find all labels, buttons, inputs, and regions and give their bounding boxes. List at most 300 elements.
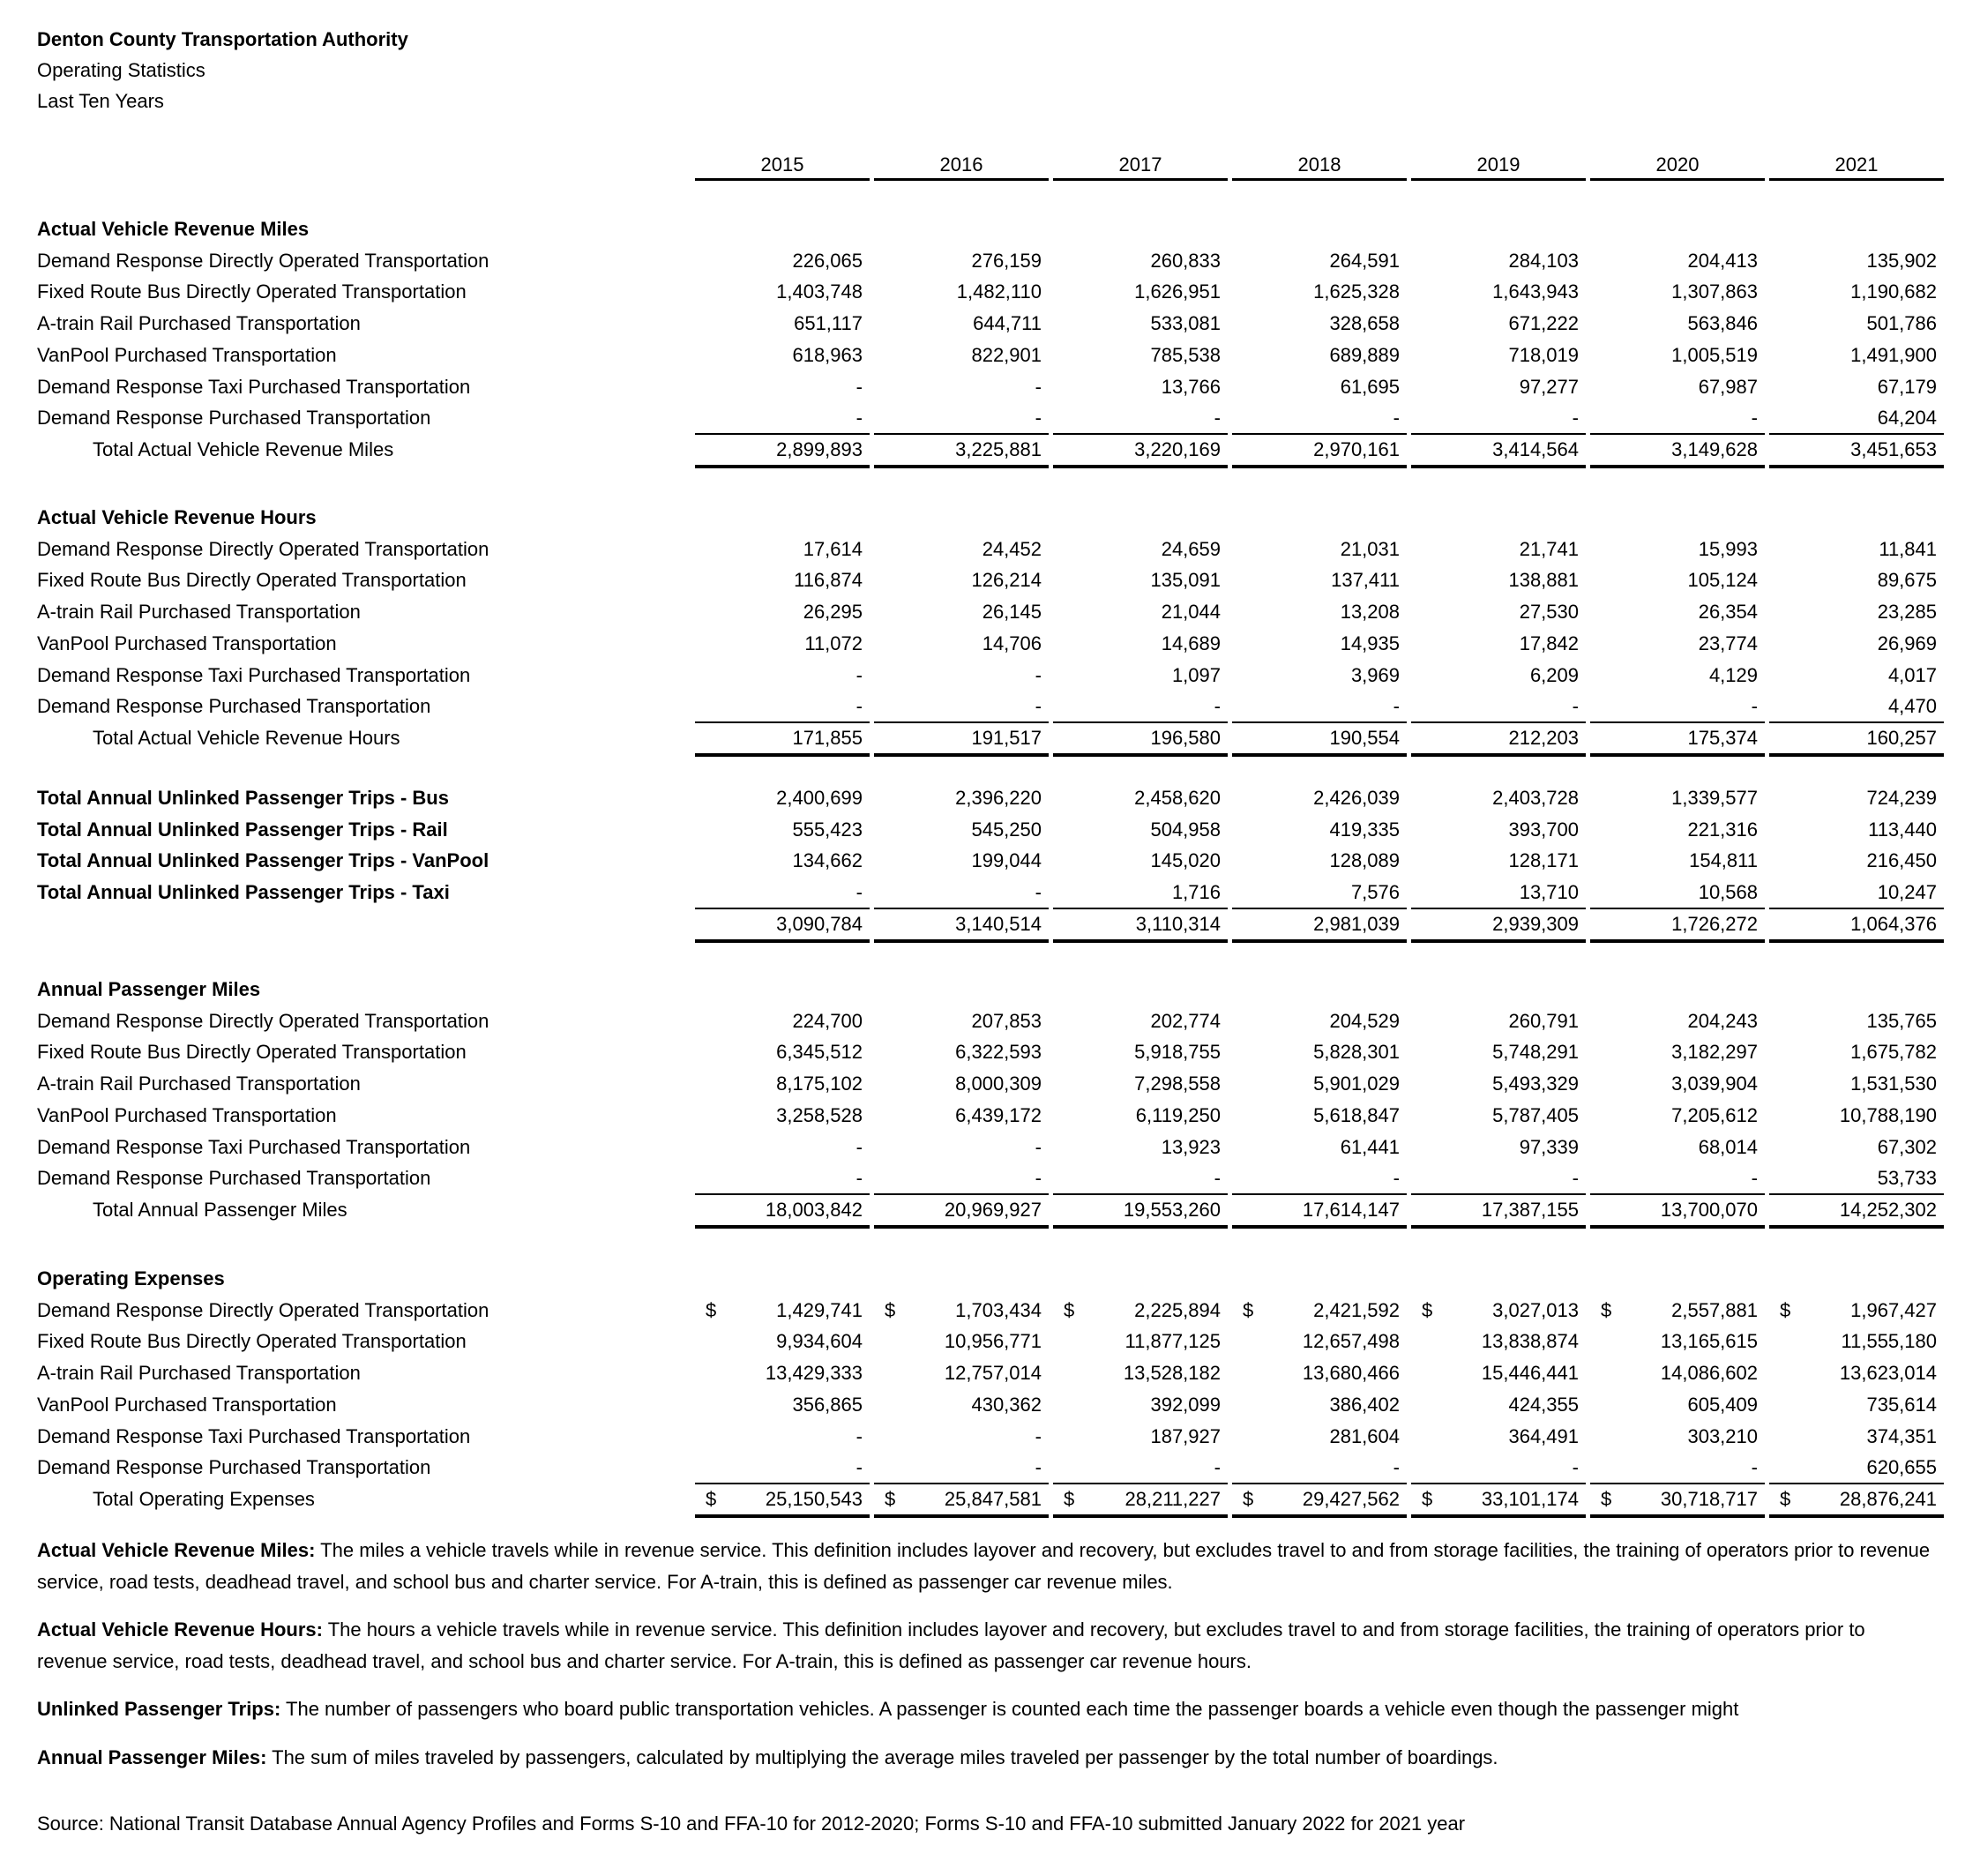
dollar-sign: $ (1243, 1487, 1254, 1510)
row-value: 1,531,530 (1850, 1073, 1937, 1095)
total-value: 3,090,784 (776, 912, 863, 935)
total-value: 160,257 (1866, 726, 1937, 749)
total-value: 25,150,543 (765, 1487, 863, 1510)
total-double-rule (1769, 1514, 1944, 1518)
row-value: 2,426,039 (1313, 787, 1400, 809)
definition-term: Actual Vehicle Revenue Hours: (37, 1618, 323, 1641)
subtotal-rule (1053, 1193, 1228, 1195)
total-double-rule (1232, 1514, 1407, 1518)
total-double-rule (1053, 465, 1228, 468)
row-label: Fixed Route Bus Directly Operated Transportation (37, 569, 467, 592)
row-value: - (1214, 407, 1221, 430)
row-value: - (855, 663, 863, 686)
row-value: 17,842 (1519, 632, 1579, 654)
row-value: 204,243 (1687, 1009, 1758, 1032)
total-double-rule (695, 939, 870, 943)
total-value: 29,427,562 (1302, 1487, 1400, 1510)
dollar-sign: $ (1780, 1487, 1791, 1510)
subtotal-rule (874, 1483, 1049, 1484)
total-label: Total Operating Expenses (93, 1487, 315, 1510)
row-value: 281,604 (1329, 1424, 1400, 1447)
row-value: - (1035, 881, 1042, 904)
section-title: Actual Vehicle Revenue Miles (37, 218, 310, 240)
total-double-rule (1590, 1514, 1765, 1518)
row-value: - (1572, 1167, 1579, 1190)
row-value: 430,362 (971, 1393, 1042, 1416)
row-value: 2,458,620 (1134, 787, 1221, 809)
total-value: 28,211,227 (1124, 1487, 1221, 1510)
subtotal-rule (1053, 1483, 1228, 1484)
row-value: 13,923 (1161, 1135, 1221, 1158)
total-value: 3,110,314 (1135, 912, 1221, 935)
row-value: 555,423 (792, 818, 863, 841)
row-value: 226,065 (792, 249, 863, 272)
total-double-rule (1769, 753, 1944, 757)
row-label: VanPool Purchased Transportation (37, 632, 337, 654)
row-value: 6,119,250 (1135, 1103, 1221, 1126)
definition-note (37, 1535, 1933, 1598)
dollar-sign: $ (1243, 1298, 1254, 1321)
total-value: 190,554 (1329, 726, 1400, 749)
definition-text: The hours a vehicle travels while in revenue service. This definition includes layover and recovery, but excludes travel to and from storage facilities, the training of operators prior to revenue service, road tests, deadhead travel, and school bus and charter service. For A-train, this is defined as passenger car revenue hours. (37, 1618, 1865, 1672)
year-header: 2015 (760, 153, 804, 176)
row-value: 13,680,466 (1302, 1362, 1400, 1385)
row-value: 1,643,943 (1492, 280, 1579, 303)
row-value: 6,209 (1529, 663, 1579, 686)
total-value: 28,876,241 (1839, 1487, 1937, 1510)
section-title: Annual Passenger Miles (37, 978, 261, 1000)
row-label: A-train Rail Purchased Transportation (37, 601, 361, 624)
total-value: 171,855 (792, 726, 863, 749)
row-value: 605,409 (1687, 1393, 1758, 1416)
row-value: 5,828,301 (1313, 1041, 1400, 1064)
row-value: 21,031 (1340, 537, 1400, 560)
row-label: Fixed Route Bus Directly Operated Transportation (37, 280, 467, 303)
row-value: 2,400,699 (776, 787, 863, 809)
subtotal-rule (1232, 433, 1407, 435)
year-header-rule (1590, 178, 1765, 181)
total-value: 3,451,653 (1850, 437, 1937, 460)
subtotal-rule (1590, 1193, 1765, 1195)
row-value: 644,711 (973, 312, 1042, 335)
row-value: 260,791 (1508, 1009, 1579, 1032)
row-value: - (855, 375, 863, 398)
row-value: 501,786 (1866, 312, 1937, 335)
row-value: 9,934,604 (776, 1330, 863, 1353)
row-value: 97,277 (1519, 375, 1579, 398)
total-value: 3,414,564 (1492, 437, 1579, 460)
row-value: 202,774 (1150, 1009, 1221, 1032)
row-value: 24,659 (1161, 537, 1221, 560)
row-value: 61,695 (1340, 375, 1400, 398)
total-double-rule (1232, 1225, 1407, 1229)
subtotal-rule (1769, 1193, 1944, 1195)
row-value: 137,411 (1331, 569, 1400, 592)
row-value: 134,662 (792, 849, 863, 872)
row-value: - (1214, 695, 1221, 718)
row-value: 13,838,874 (1481, 1330, 1579, 1353)
subtotal-rule (1411, 1483, 1586, 1484)
year-header: 2019 (1476, 153, 1520, 176)
total-value: 18,003,842 (765, 1198, 863, 1221)
row-value: - (1035, 695, 1042, 718)
total-double-rule (1053, 1225, 1228, 1229)
row-value: - (1751, 407, 1758, 430)
row-value: 224,700 (792, 1009, 863, 1032)
definition-text: The number of passengers who board public transportation vehicles. A passenger is counted each time the passenger boards a vehicle even though the passenger might (280, 1698, 1739, 1720)
row-value: 393,700 (1508, 818, 1579, 841)
row-value: 5,787,405 (1492, 1103, 1579, 1126)
row-value: - (1214, 1456, 1221, 1479)
row-value: 207,853 (971, 1009, 1042, 1032)
report-subtitle: Last Ten Years (37, 90, 164, 112)
total-value: 3,220,169 (1134, 437, 1221, 460)
row-value: 14,086,602 (1660, 1362, 1758, 1385)
row-value: 5,901,029 (1313, 1073, 1400, 1095)
total-value: 1,726,272 (1671, 912, 1758, 935)
total-double-rule (1411, 1514, 1586, 1518)
row-value: 14,689 (1161, 632, 1221, 654)
row-value: 651,117 (794, 312, 863, 335)
row-value: 276,159 (971, 249, 1042, 272)
row-label: Total Annual Unlinked Passenger Trips - VanPool (37, 849, 489, 872)
row-label: VanPool Purchased Transportation (37, 1393, 337, 1416)
row-value: 24,452 (982, 537, 1042, 560)
row-value: 10,568 (1698, 881, 1758, 904)
dollar-sign: $ (885, 1487, 896, 1510)
subtotal-rule (1769, 721, 1944, 723)
total-double-rule (1232, 465, 1407, 468)
row-value: 128,171 (1508, 849, 1579, 872)
row-value: 6,345,512 (776, 1041, 863, 1064)
section-title: Actual Vehicle Revenue Hours (37, 506, 317, 528)
subtotal-rule (874, 721, 1049, 723)
subtotal-rule (1053, 908, 1228, 909)
row-value: 15,993 (1698, 537, 1758, 560)
row-value: 13,208 (1340, 601, 1400, 624)
subtotal-rule (1232, 1193, 1407, 1195)
section-title: Operating Expenses (37, 1267, 225, 1289)
row-label: Total Annual Unlinked Passenger Trips - Bus (37, 787, 449, 809)
definition-term: Unlinked Passenger Trips: (37, 1698, 281, 1720)
row-value: 145,020 (1150, 849, 1221, 872)
row-value: 7,298,558 (1134, 1073, 1221, 1095)
subtotal-rule (695, 721, 870, 723)
dollar-sign: $ (1422, 1298, 1433, 1321)
subtotal-rule (1769, 433, 1944, 435)
row-value: 419,335 (1329, 818, 1400, 841)
row-value: - (1035, 663, 1042, 686)
report-title: Operating Statistics (37, 59, 205, 81)
row-label: VanPool Purchased Transportation (37, 343, 337, 366)
subtotal-rule (1590, 433, 1765, 435)
total-double-rule (1590, 465, 1765, 468)
row-value: 21,044 (1161, 601, 1221, 624)
row-value: 61,441 (1340, 1135, 1400, 1158)
row-value: 67,302 (1877, 1135, 1937, 1158)
total-value: 17,387,155 (1481, 1198, 1579, 1221)
row-value: 21,741 (1519, 537, 1579, 560)
subtotal-rule (1232, 908, 1407, 909)
row-value: 126,214 (971, 569, 1042, 592)
row-value: - (1035, 1456, 1042, 1479)
subtotal-rule (1590, 908, 1765, 909)
row-value: 1,491,900 (1850, 343, 1937, 366)
subtotal-rule (1411, 908, 1586, 909)
row-label: Demand Response Directly Operated Transportation (37, 1298, 489, 1321)
row-value: 187,927 (1150, 1424, 1221, 1447)
year-header: 2020 (1655, 153, 1700, 176)
year-header-rule (1769, 178, 1944, 181)
definition-note (37, 1693, 1933, 1725)
subtotal-rule (1053, 721, 1228, 723)
subtotal-rule (1769, 1483, 1944, 1484)
year-header: 2017 (1118, 153, 1162, 176)
row-value: 13,165,615 (1660, 1330, 1758, 1353)
row-value: 13,710 (1519, 881, 1579, 904)
row-value: - (1751, 1456, 1758, 1479)
row-value: 204,529 (1329, 1009, 1400, 1032)
row-value: - (1572, 407, 1579, 430)
source-note: Source: National Transit Database Annual Agency Profiles and Forms S-10 and FFA-10 for 2012-2020; Forms S-10 and FFA-10 submitted January 2022 for 2021 year (37, 1812, 1466, 1835)
subtotal-rule (1053, 433, 1228, 435)
total-double-rule (1769, 939, 1944, 943)
year-header-rule (1232, 178, 1407, 181)
row-label: Demand Response Directly Operated Transportation (37, 249, 489, 272)
row-value: 26,354 (1698, 601, 1758, 624)
row-value: 13,429,333 (765, 1362, 863, 1385)
row-value: 735,614 (1866, 1393, 1937, 1416)
row-label: VanPool Purchased Transportation (37, 1103, 337, 1126)
row-label: Demand Response Purchased Transportation (37, 1167, 431, 1190)
row-label: Demand Response Taxi Purchased Transportation (37, 663, 471, 686)
row-value: 2,557,881 (1671, 1298, 1758, 1321)
dollar-sign: $ (1780, 1298, 1791, 1321)
row-value: 386,402 (1329, 1393, 1400, 1416)
row-label: Demand Response Taxi Purchased Transportation (37, 1424, 471, 1447)
row-value: 221,316 (1687, 818, 1758, 841)
total-value: 33,101,174 (1481, 1487, 1579, 1510)
total-label: Total Actual Vehicle Revenue Miles (93, 437, 394, 460)
row-value: 264,591 (1329, 249, 1400, 272)
row-value: 4,470 (1887, 695, 1937, 718)
row-value: 1,339,577 (1671, 787, 1758, 809)
row-value: 12,657,498 (1302, 1330, 1400, 1353)
total-double-rule (1053, 939, 1228, 943)
year-header-rule (1053, 178, 1228, 181)
row-value: 424,355 (1508, 1393, 1579, 1416)
total-double-rule (1411, 465, 1586, 468)
row-value: 3,039,904 (1671, 1073, 1758, 1095)
dollar-sign: $ (1601, 1487, 1612, 1510)
total-double-rule (874, 1514, 1049, 1518)
row-value: 199,044 (971, 849, 1042, 872)
year-header-rule (1411, 178, 1586, 181)
row-value: 138,881 (1508, 569, 1579, 592)
total-label: Total Annual Passenger Miles (93, 1198, 347, 1221)
row-value: - (855, 1456, 863, 1479)
row-value: 3,027,013 (1492, 1298, 1579, 1321)
total-value: 2,970,161 (1313, 437, 1400, 460)
row-value: - (1035, 1167, 1042, 1190)
row-value: 303,210 (1687, 1424, 1758, 1447)
row-value: 135,765 (1866, 1009, 1937, 1032)
subtotal-rule (1411, 1193, 1586, 1195)
row-value: - (855, 407, 863, 430)
row-value: - (1035, 375, 1042, 398)
row-value: 822,901 (971, 343, 1042, 366)
row-label: Demand Response Taxi Purchased Transportation (37, 375, 471, 398)
total-value: 212,203 (1508, 726, 1579, 749)
row-value: 364,491 (1508, 1424, 1579, 1447)
row-value: 533,081 (1150, 312, 1221, 335)
dollar-sign: $ (1064, 1298, 1075, 1321)
row-value: 1,675,782 (1850, 1041, 1937, 1064)
row-value: 724,239 (1866, 787, 1937, 809)
row-value: 1,625,328 (1313, 280, 1400, 303)
row-value: - (1393, 695, 1400, 718)
row-value: 154,811 (1689, 849, 1758, 872)
row-value: 12,757,014 (944, 1362, 1042, 1385)
row-label: Demand Response Directly Operated Transportation (37, 1009, 489, 1032)
dollar-sign: $ (1422, 1487, 1433, 1510)
row-value: - (1393, 1456, 1400, 1479)
row-value: - (1751, 1167, 1758, 1190)
row-value: 105,124 (1687, 569, 1758, 592)
row-value: 1,482,110 (956, 280, 1042, 303)
total-double-rule (874, 1225, 1049, 1229)
total-double-rule (1232, 939, 1407, 943)
row-value: 10,788,190 (1839, 1103, 1937, 1126)
dollar-sign: $ (706, 1298, 717, 1321)
row-value: 11,877,125 (1124, 1330, 1221, 1353)
row-value: 260,833 (1150, 249, 1221, 272)
row-value: 7,576 (1350, 881, 1400, 904)
row-value: - (1393, 407, 1400, 430)
dollar-sign: $ (1064, 1487, 1075, 1510)
row-label: Demand Response Purchased Transportation (37, 695, 431, 718)
row-value: 216,450 (1866, 849, 1937, 872)
row-value: 15,446,441 (1481, 1362, 1579, 1385)
row-value: 504,958 (1150, 818, 1221, 841)
total-value: 13,700,070 (1660, 1198, 1758, 1221)
row-value: 97,339 (1519, 1135, 1579, 1158)
row-value: 6,439,172 (955, 1103, 1042, 1126)
row-value: 6,322,593 (955, 1041, 1042, 1064)
row-value: - (855, 1135, 863, 1158)
row-value: 14,935 (1340, 632, 1400, 654)
definition-term: Actual Vehicle Revenue Miles: (37, 1539, 316, 1561)
total-value: 2,939,309 (1492, 912, 1579, 935)
row-value: 89,675 (1877, 569, 1937, 592)
row-value: - (1572, 1456, 1579, 1479)
row-value: 11,841 (1879, 537, 1937, 560)
row-value: - (1035, 407, 1042, 430)
row-label: Fixed Route Bus Directly Operated Transportation (37, 1330, 467, 1353)
row-value: 1,190,682 (1850, 280, 1937, 303)
row-value: 618,963 (792, 343, 863, 366)
subtotal-rule (695, 1483, 870, 1484)
year-header-rule (874, 178, 1049, 181)
row-value: 1,967,427 (1850, 1298, 1937, 1321)
row-value: 26,145 (982, 601, 1042, 624)
row-value: 563,846 (1687, 312, 1758, 335)
row-value: 5,918,755 (1134, 1041, 1221, 1064)
row-value: 10,956,771 (944, 1330, 1042, 1353)
row-value: 1,097 (1171, 663, 1221, 686)
dollar-sign: $ (885, 1298, 896, 1321)
row-value: 128,089 (1329, 849, 1400, 872)
total-double-rule (874, 753, 1049, 757)
row-value: 11,072 (804, 632, 863, 654)
row-value: 14,706 (982, 632, 1042, 654)
row-value: 620,655 (1866, 1456, 1937, 1479)
subtotal-rule (1590, 721, 1765, 723)
definition-note (37, 1742, 1933, 1774)
row-value: 392,099 (1150, 1393, 1221, 1416)
row-label: Fixed Route Bus Directly Operated Transportation (37, 1041, 467, 1064)
definition-text: The sum of miles traveled by passengers, calculated by multiplying the average miles traveled per passenger by the total number of boardings. (266, 1746, 1498, 1768)
row-value: 2,396,220 (955, 787, 1042, 809)
total-double-rule (695, 1225, 870, 1229)
total-value: 175,374 (1687, 726, 1758, 749)
row-value: 17,614 (803, 537, 863, 560)
row-value: 1,626,951 (1134, 280, 1221, 303)
row-value: 13,528,182 (1123, 1362, 1221, 1385)
row-value: 5,748,291 (1492, 1041, 1579, 1064)
row-value: 116,874 (794, 569, 863, 592)
total-double-rule (1590, 753, 1765, 757)
total-double-rule (695, 753, 870, 757)
subtotal-rule (874, 1193, 1049, 1195)
organization-name: Denton County Transportation Authority (37, 28, 408, 50)
row-value: 8,175,102 (776, 1073, 863, 1095)
total-value: 25,847,581 (944, 1487, 1042, 1510)
row-value: 328,658 (1329, 312, 1400, 335)
total-double-rule (1232, 753, 1407, 757)
row-label: Demand Response Purchased Transportation (37, 1456, 431, 1479)
total-value: 3,140,514 (955, 912, 1042, 935)
total-double-rule (1053, 1514, 1228, 1518)
row-label: Demand Response Purchased Transportation (37, 407, 431, 430)
row-value: - (855, 1424, 863, 1447)
total-value: 17,614,147 (1302, 1198, 1400, 1221)
row-label: A-train Rail Purchased Transportation (37, 1362, 361, 1385)
row-value: - (855, 1167, 863, 1190)
year-header: 2021 (1834, 153, 1879, 176)
total-double-rule (1411, 753, 1586, 757)
row-value: 1,005,519 (1671, 343, 1758, 366)
row-value: 1,703,434 (955, 1298, 1042, 1321)
row-value: - (1035, 1424, 1042, 1447)
row-value: 718,019 (1508, 343, 1579, 366)
row-value: 8,000,309 (955, 1073, 1042, 1095)
row-value: - (855, 695, 863, 718)
row-value: 785,538 (1150, 343, 1221, 366)
row-value: 64,204 (1877, 407, 1937, 430)
subtotal-rule (874, 908, 1049, 909)
row-value: 5,618,847 (1313, 1103, 1400, 1126)
total-value: 191,517 (971, 726, 1042, 749)
total-double-rule (695, 1514, 870, 1518)
total-double-rule (1769, 465, 1944, 468)
total-value: 20,969,927 (944, 1198, 1042, 1221)
row-value: 2,225,894 (1134, 1298, 1221, 1321)
row-value: - (855, 881, 863, 904)
row-value: 135,091 (1150, 569, 1221, 592)
row-value: 374,351 (1866, 1424, 1937, 1447)
total-value: 3,149,628 (1671, 437, 1758, 460)
